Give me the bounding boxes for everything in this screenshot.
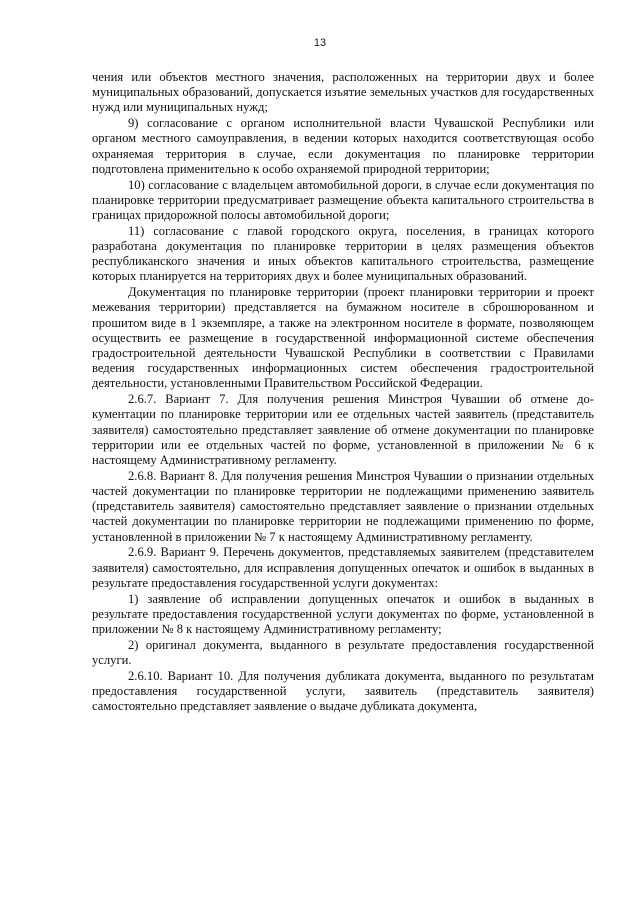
paragraph-2-6-7: 2.6.7. Вариант 7. Для получения решения Минстроя Чувашии об отмене документации по планировке территории или ее отдельных частей заявитель (представитель заявителя) самостоятельно представляет заявление об отмене документации по планировке территории или ее отдельных частей по форме, установленной в приложении № 6 к настоящему Административному регламенту. <box>92 392 594 468</box>
document-body <box>92 70 594 715</box>
paragraph-2-6-9-item-2: 2) оригинал документа, выданного в результате предоставления государственной услуги. <box>92 637 594 668</box>
paragraph-2-6-10: 2.6.10. Вариант 10. Для получения дубликата документа, выданного по результатам предоставления государственной услуги, заявитель (представитель заявителя) самостоятельно представляет заявление о выдаче дубликата документа, <box>92 668 594 714</box>
paragraph-2-6-9: 2.6.9. Вариант 9. Перечень документов, представляемых заявителем (представителем заявителя) самостоятельно, для исправления допущенных опечаток и ошибок в выданных в результате предоставления государственной услуги документах: <box>92 545 594 590</box>
page-number: 13 <box>313 37 327 49</box>
paragraph-documentation-format: Документация по планировке территории (проект планировки территории и проект межевания территории) представляется на бумажном носителе в сброшюрованном и прошитом виде в 1 экземпляре, а также на электронном носителе в формате, позволяющем осуществить ее размещение в государственной информационной системе обеспечения градостроительной деятельности Чувашской Республики в соответствии с Правилами ведения государственных информационных систем обеспечения градостроительной деятельности, установленными Правительством Российской Федерации. <box>92 285 594 391</box>
paragraph-continuation: чения или объектов местного значения, расположенных на территории двух и более муниципальных образований, допускается изъятие земельных участков для государственных нужд или муниципальных нужд; <box>92 70 594 115</box>
paragraph-2-6-8: 2.6.8. Вариант 8. Для получения решения Минстроя Чувашии о признании отдельных частей документации по планировке территории не подлежащими применению заявитель (представитель заявителя) самостоятельно представляет заявление о признании отдельных частей документации по планировке территории не подлежащими применению по форме, установленной в приложении № 7 к настоящему Административному регламенту. <box>92 468 594 544</box>
paragraph-item-11: 11) согласование с главой городского округа, поселения, в границах которого разработана документация по планировке территории в целях размещения объектов республиканского значения и иных объектов капитального строительства, размещение которых планируется на территориях двух и более муниципальных образований. <box>92 223 594 284</box>
paragraph-item-9: 9) согласование с органом исполнительной власти Чувашской Республики или органом местного самоуправления, в ведении которых находится соответствующая особо охраняемая территория в случае, если документация по планировке территории подготовлена применительно к особо охраняемой природной территории; <box>92 116 594 176</box>
paragraph-2-6-9-item-1: 1) заявление об исправлении допущенных опечаток и ошибок в выданных в результате предоставления государственной услуги документах по форме, установленной в приложении № 8 к настоящему Административному регламенту; <box>92 591 594 637</box>
paragraph-item-10: 10) согласование с владельцем автомобильной дороги, в случае если документация по планировке территории предусматривает размещение объекта капитального строительства в границах придорожной полосы автомобильной дороги; <box>92 177 594 223</box>
